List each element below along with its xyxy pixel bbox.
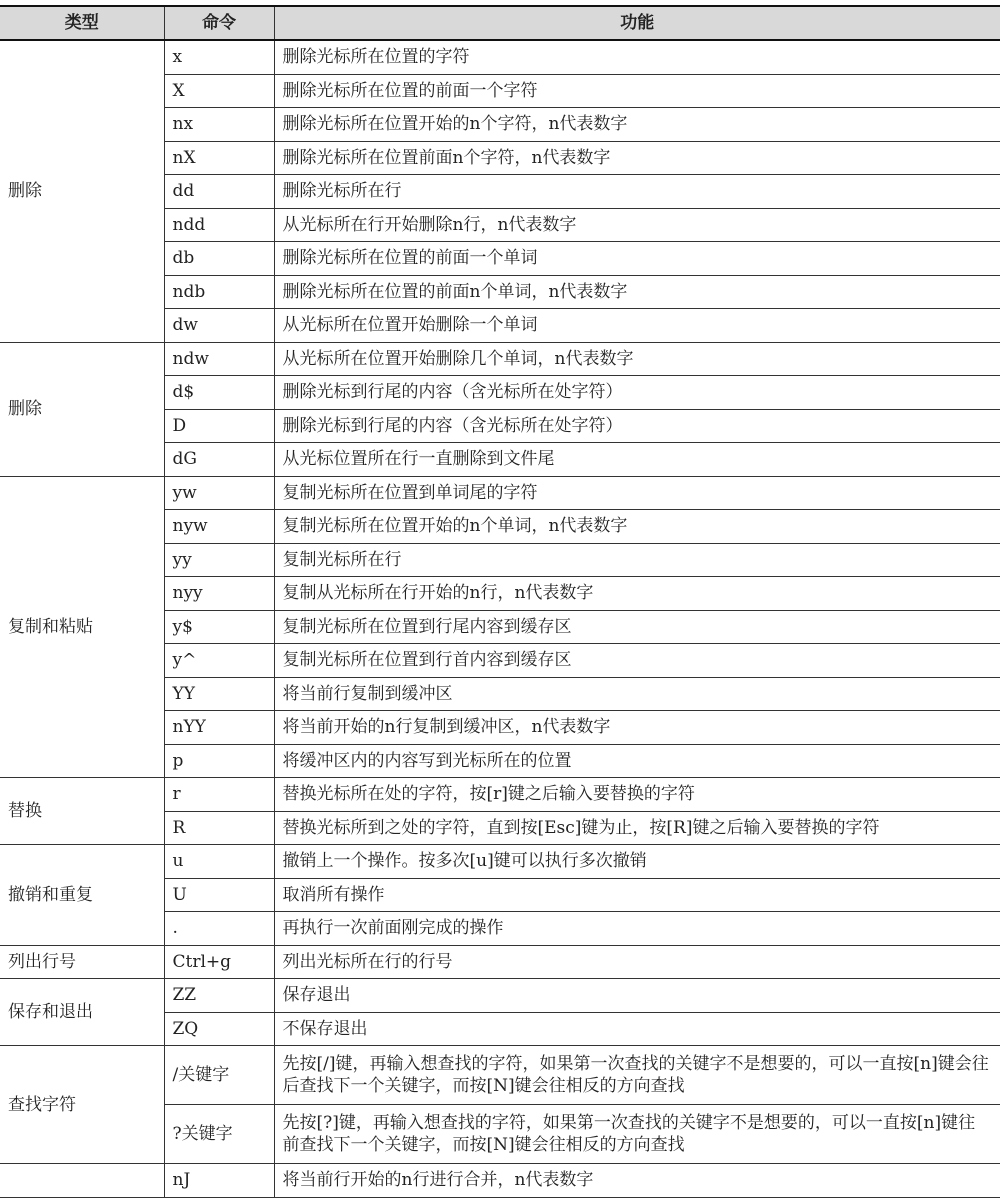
header-command: 命令 xyxy=(164,6,274,40)
table-header xyxy=(0,6,1000,40)
table-row xyxy=(0,845,1000,879)
table-row xyxy=(0,945,1000,979)
table-row xyxy=(0,476,1000,510)
command-cell: ndb xyxy=(164,275,274,309)
function-cell: 从光标所在位置开始删除几个单词，n代表数字 xyxy=(274,342,1000,376)
command-cell: ZZ xyxy=(164,979,274,1013)
function-cell: 保存退出 xyxy=(274,979,1000,1013)
function-cell: 将当前开始的n行复制到缓冲区，n代表数字 xyxy=(274,711,1000,745)
function-cell: 删除光标所在位置开始的n个字符，n代表数字 xyxy=(274,108,1000,142)
command-cell: nx xyxy=(164,108,274,142)
category-cell: 撤销和重复 xyxy=(0,845,164,946)
category-cell: 复制和粘贴 xyxy=(0,476,164,778)
function-cell: 取消所有操作 xyxy=(274,878,1000,912)
command-cell: u xyxy=(164,845,274,879)
function-cell: 撤销上一个操作。按多次[u]键可以执行多次撤销 xyxy=(274,845,1000,879)
command-cell: nyw xyxy=(164,510,274,544)
command-cell: ndw xyxy=(164,342,274,376)
function-cell: 替换光标所在处的字符，按[r]键之后输入要替换的字符 xyxy=(274,778,1000,812)
command-cell: U xyxy=(164,878,274,912)
command-cell: D xyxy=(164,409,274,443)
function-cell: 复制从光标所在行开始的n行，n代表数字 xyxy=(274,577,1000,611)
command-cell: nX xyxy=(164,141,274,175)
function-cell: 删除光标所在位置的前面一个单词 xyxy=(274,242,1000,276)
function-cell: 从光标所在位置开始删除一个单词 xyxy=(274,309,1000,343)
function-cell: 删除光标所在行 xyxy=(274,175,1000,209)
function-cell: 删除光标所在位置的前面一个字符 xyxy=(274,74,1000,108)
command-cell: nYY xyxy=(164,711,274,745)
command-cell: y^ xyxy=(164,644,274,678)
command-cell: dd xyxy=(164,175,274,209)
function-cell: 删除光标所在位置的字符 xyxy=(274,40,1000,74)
function-cell: 先按[/]键，再输入想查找的字符，如果第一次查找的关键字不是想要的，可以一直按[n]键会往后查找下一个关键字，而按[N]键会往相反的方向查找 xyxy=(274,1046,1000,1105)
header-row xyxy=(0,6,1000,40)
function-cell: 复制光标所在位置到行首内容到缓存区 xyxy=(274,644,1000,678)
table-row xyxy=(0,979,1000,1013)
command-cell: p xyxy=(164,744,274,778)
function-cell: 删除光标所在位置前面n个字符，n代表数字 xyxy=(274,141,1000,175)
command-cell: yy xyxy=(164,543,274,577)
command-cell: Ctrl+g xyxy=(164,945,274,979)
vi-command-table-container xyxy=(0,5,1000,1198)
table-body xyxy=(0,40,1000,1197)
command-cell: dG xyxy=(164,443,274,477)
command-cell: nyy xyxy=(164,577,274,611)
category-cell: 列出行号 xyxy=(0,945,164,979)
command-cell: r xyxy=(164,778,274,812)
category-cell: 保存和退出 xyxy=(0,979,164,1046)
table-row xyxy=(0,40,1000,74)
function-cell: 复制光标所在位置到单词尾的字符 xyxy=(274,476,1000,510)
function-cell: 复制光标所在行 xyxy=(274,543,1000,577)
table-row xyxy=(0,1164,1000,1198)
command-cell: d$ xyxy=(164,376,274,410)
category-cell: 替换 xyxy=(0,778,164,845)
command-cell: yw xyxy=(164,476,274,510)
command-cell: X xyxy=(164,74,274,108)
command-cell: x xyxy=(164,40,274,74)
function-cell: 删除光标到行尾的内容（含光标所在处字符） xyxy=(274,376,1000,410)
category-cell: 删除 xyxy=(0,40,164,342)
function-cell: 复制光标所在位置到行尾内容到缓存区 xyxy=(274,610,1000,644)
command-cell: ndd xyxy=(164,208,274,242)
command-cell: dw xyxy=(164,309,274,343)
category-cell: 删除 xyxy=(0,342,164,476)
function-cell: 删除光标所在位置的前面n个单词，n代表数字 xyxy=(274,275,1000,309)
header-type: 类型 xyxy=(0,6,164,40)
category-cell xyxy=(0,1164,164,1198)
function-cell: 不保存退出 xyxy=(274,1012,1000,1046)
command-cell: nJ xyxy=(164,1164,274,1198)
function-cell: 再执行一次前面刚完成的操作 xyxy=(274,912,1000,946)
table-row xyxy=(0,342,1000,376)
command-cell: ?关键字 xyxy=(164,1105,274,1164)
function-cell: 替换光标所到之处的字符，直到按[Esc]键为止，按[R]键之后输入要替换的字符 xyxy=(274,811,1000,845)
function-cell: 从光标所在行开始删除n行，n代表数字 xyxy=(274,208,1000,242)
function-cell: 删除光标到行尾的内容（含光标所在处字符） xyxy=(274,409,1000,443)
command-cell: ZQ xyxy=(164,1012,274,1046)
command-cell: . xyxy=(164,912,274,946)
table-row xyxy=(0,1046,1000,1105)
function-cell: 先按[?]键，再输入想查找的字符，如果第一次查找的关键字不是想要的，可以一直按[n]键往前查找下一个关键字，而按[N]键会往相反的方向查找 xyxy=(274,1105,1000,1164)
category-cell: 查找字符 xyxy=(0,1046,164,1164)
table-row xyxy=(0,778,1000,812)
function-cell: 将当前行复制到缓冲区 xyxy=(274,677,1000,711)
function-cell: 将缓冲区内的内容写到光标所在的位置 xyxy=(274,744,1000,778)
command-cell: /关键字 xyxy=(164,1046,274,1105)
function-cell: 复制光标所在位置开始的n个单词，n代表数字 xyxy=(274,510,1000,544)
header-function: 功能 xyxy=(274,6,1000,40)
vi-command-table xyxy=(0,5,1000,1198)
command-cell: db xyxy=(164,242,274,276)
function-cell: 列出光标所在行的行号 xyxy=(274,945,1000,979)
function-cell: 将当前行开始的n行进行合并，n代表数字 xyxy=(274,1164,1000,1198)
command-cell: R xyxy=(164,811,274,845)
command-cell: y$ xyxy=(164,610,274,644)
command-cell: YY xyxy=(164,677,274,711)
function-cell: 从光标位置所在行一直删除到文件尾 xyxy=(274,443,1000,477)
